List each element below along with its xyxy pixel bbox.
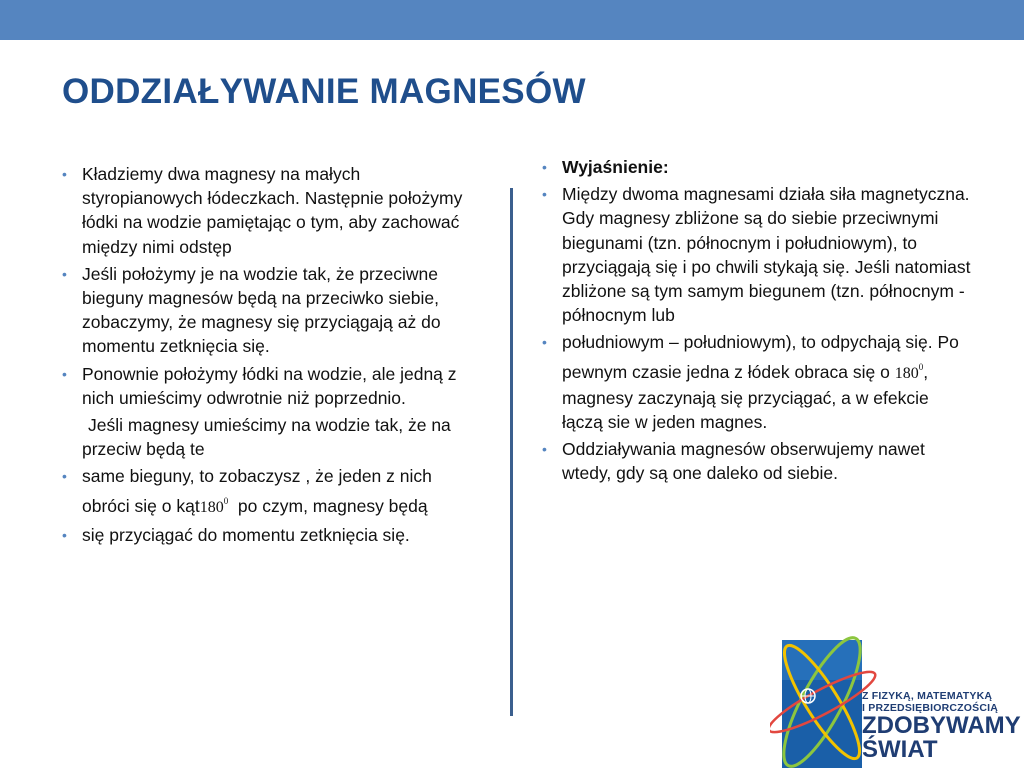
list-item bbox=[62, 162, 482, 259]
bullet-icon: • bbox=[542, 186, 547, 203]
slide-title: ODDZIAŁYWANIE MAGNESÓW bbox=[62, 72, 586, 111]
item-text: Jeśli położymy je na wodzie tak, że przeciwne bieguny magnesów będą na przeciwko siebie, zobaczymy, że magnesy się przyciągają aż do momentu zetknięcia się. bbox=[82, 263, 441, 357]
bullet-icon: • bbox=[542, 334, 547, 351]
left-column bbox=[62, 162, 482, 550]
logo-line-2: I PRZEDSIĘBIORCZOŚCIĄ bbox=[862, 702, 999, 714]
bullet-icon: • bbox=[62, 265, 67, 282]
bullet-icon: • bbox=[62, 468, 67, 485]
item-text: Ponownie położymy łódki na wodzie, ale jedną z nich umieścimy odwrotnie niż poprzednio. bbox=[82, 363, 457, 408]
right-column bbox=[542, 155, 972, 489]
list-item bbox=[62, 464, 482, 519]
list-item bbox=[62, 362, 482, 410]
paragraph-text: Jeśli magnesy umieścimy na wodzie tak, że na przeciw będą te bbox=[82, 415, 451, 460]
bullet-icon: • bbox=[62, 526, 67, 543]
angle-value: $180^0$ bbox=[199, 495, 229, 516]
logo-line-4: ŚWIAT bbox=[862, 736, 938, 763]
column-divider bbox=[510, 188, 513, 716]
explanation-heading: Wyjaśnienie: bbox=[562, 157, 669, 177]
angle-value: $180^0$ bbox=[894, 361, 924, 382]
item-text: się przyciągać do momentu zetknięcia się. bbox=[82, 524, 410, 545]
list-item bbox=[542, 437, 972, 485]
item-text: po czym, magnesy będą bbox=[228, 495, 428, 516]
bullet-icon: • bbox=[62, 365, 67, 382]
plain-paragraph bbox=[62, 413, 482, 461]
logo-line-1: Z FIZYKĄ, MATEMATYKĄ bbox=[862, 690, 993, 702]
list-item bbox=[542, 155, 972, 179]
list-item bbox=[542, 330, 972, 434]
item-text: południowym – południowym), to odpychają się. Po pewnym czasie jedna z łódek obraca się o bbox=[562, 332, 964, 382]
logo-line-3: ZDOBYWAMY bbox=[862, 712, 1021, 739]
bullet-icon: • bbox=[542, 441, 547, 458]
list-item bbox=[62, 523, 482, 547]
list-item bbox=[542, 182, 972, 327]
item-text: Kładziemy dwa magnesy na małych styropianowych łódeczkach. Następnie położymy łódki na wodzie pamiętając o tym, aby zachować między nimi odstęp bbox=[82, 164, 463, 257]
item-text: same bieguny, to zobaczysz , że jeden z nich obróci się o kąt bbox=[82, 466, 432, 516]
list-item bbox=[62, 262, 482, 359]
item-text: Oddziaływania magnesów obserwujemy nawet wtedy, gdy są one daleko od siebie. bbox=[562, 439, 925, 484]
item-text: , magnesy zaczynają się przyciągać, a w efekcie łączą sie w jeden magnes. bbox=[562, 361, 929, 433]
top-accent-bar bbox=[0, 0, 1024, 40]
item-text: Między dwoma magnesami działa siła magnetyczna. Gdy magnesy zbliżone są do siebie przeciwnymi biegunami (tzn. północnym i południowym), to przyciągają się i po chwili stykają się. Jeśli natomiast zbliżone są tym samym biegunem (tzn. północnym - północnym lub bbox=[562, 184, 971, 326]
bullet-icon: • bbox=[542, 159, 547, 175]
bullet-icon: • bbox=[62, 166, 67, 182]
